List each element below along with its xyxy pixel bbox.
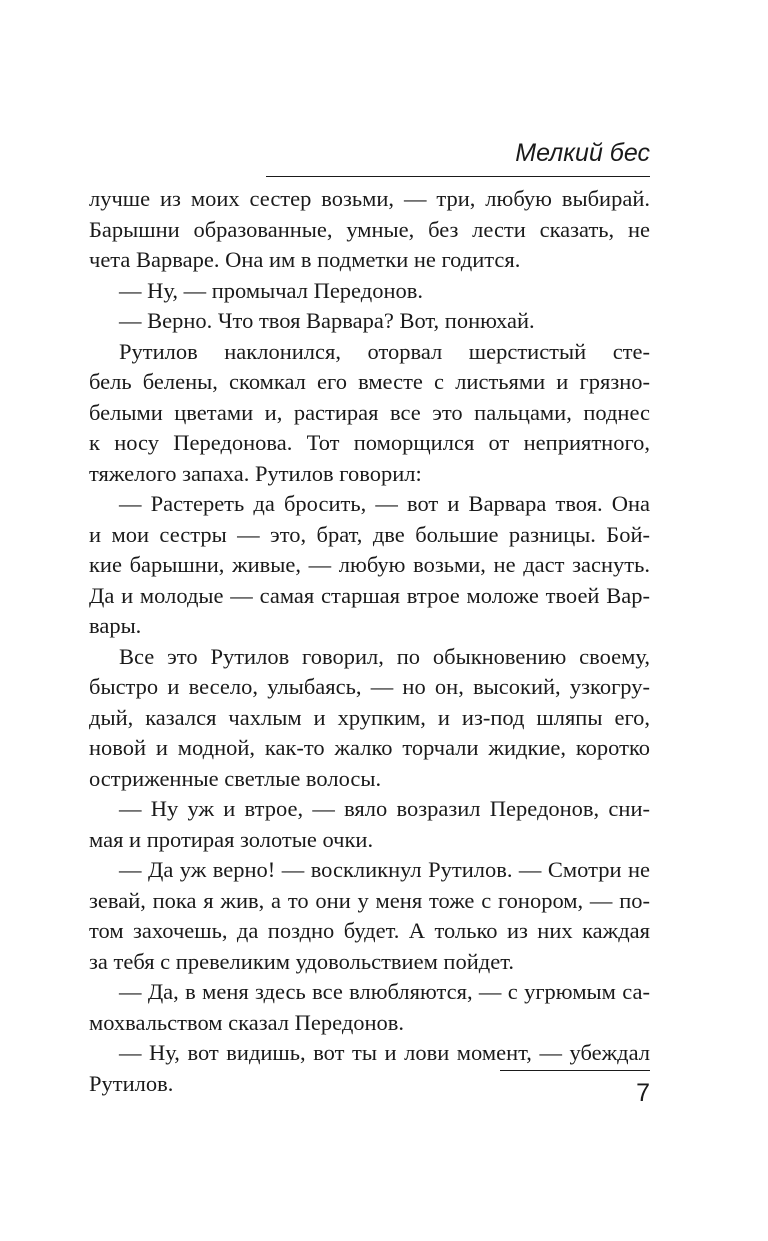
page-number: 7 bbox=[636, 1079, 650, 1107]
text-line: тяжелого запаха. Рутилов говорил: bbox=[89, 460, 422, 486]
running-head-title: Мелкий бес bbox=[515, 139, 650, 167]
text-line: и мои сестры — это, брат, две большие разницы. Бой- bbox=[89, 521, 650, 547]
text-line: — Верно. Что твоя Варвара? Вот, понюхай. bbox=[119, 308, 535, 333]
text-line: мохвальством сказал Передонов. bbox=[89, 1009, 405, 1035]
text-line: к носу Передонова. Тот поморщился от неприятного, bbox=[89, 430, 650, 455]
text-line: — Ну уж и втрое, — вяло возразил Передонов, сни- bbox=[119, 796, 650, 821]
text-line: дый, казался чахлым и хрупким, и из-под шляпы его, bbox=[89, 704, 650, 730]
text-line: остриженные светлые волосы. bbox=[89, 765, 382, 791]
text-line: белыми цветами и, растирая все это пальцами, поднес bbox=[89, 399, 650, 425]
text-line: — Ну, — промычал Передонов. bbox=[119, 277, 423, 303]
body-text bbox=[89, 184, 650, 1099]
text-line: — Да, в меня здесь все влюбляются, — с угрюмым са- bbox=[119, 979, 650, 1004]
text-line: Рутилов наклонился, оторвал шерстистый сте- bbox=[119, 338, 650, 364]
text-line: за тебя с превеликим удовольствием пойдет. bbox=[89, 948, 514, 974]
footer-rule bbox=[500, 1070, 650, 1071]
text-line: лучше из моих сестер возьми, — три, любую выбирай. bbox=[89, 186, 650, 211]
text-line: кие барышни, живые, — любую возьми, не даст заснуть. bbox=[89, 552, 650, 577]
text-line: Да и молодые — самая старшая втрое моложе твоей Вар- bbox=[89, 582, 650, 608]
text-line: мая и протирая золотые очки. bbox=[89, 826, 374, 852]
text-line: новой и модной, как-то жалко торчали жидкие, коротко bbox=[89, 735, 650, 760]
text-line: быстро и весело, улыбаясь, — но он, высокий, узкогру- bbox=[89, 674, 650, 699]
text-line: — Да уж верно! — воскликнул Рутилов. — Смотри не bbox=[119, 857, 650, 882]
text-line: — Растереть да бросить, — вот и Варвара твоя. Она bbox=[119, 491, 650, 516]
text-line: чета Варваре. Она им в подметки не годится. bbox=[89, 247, 521, 272]
text-line: вары. bbox=[89, 613, 142, 638]
text-line: Рутилов. bbox=[89, 1070, 174, 1096]
header-rule bbox=[266, 176, 650, 177]
text-line: — Ну, вот видишь, вот ты и лови момент, — убеждал bbox=[119, 1040, 650, 1065]
text-line: Все это Рутилов говорил, по обыкновению своему, bbox=[119, 643, 650, 669]
text-line: том захочешь, да поздно будет. А только из них каждая bbox=[89, 918, 650, 943]
text-line: Барышни образованные, умные, без лести сказать, не bbox=[89, 216, 650, 242]
text-line: бель белены, скомкал его вместе с листьями и грязно- bbox=[89, 369, 650, 394]
text-line: зевай, пока я жив, а то они у меня тоже с гонором, — по- bbox=[89, 887, 650, 913]
